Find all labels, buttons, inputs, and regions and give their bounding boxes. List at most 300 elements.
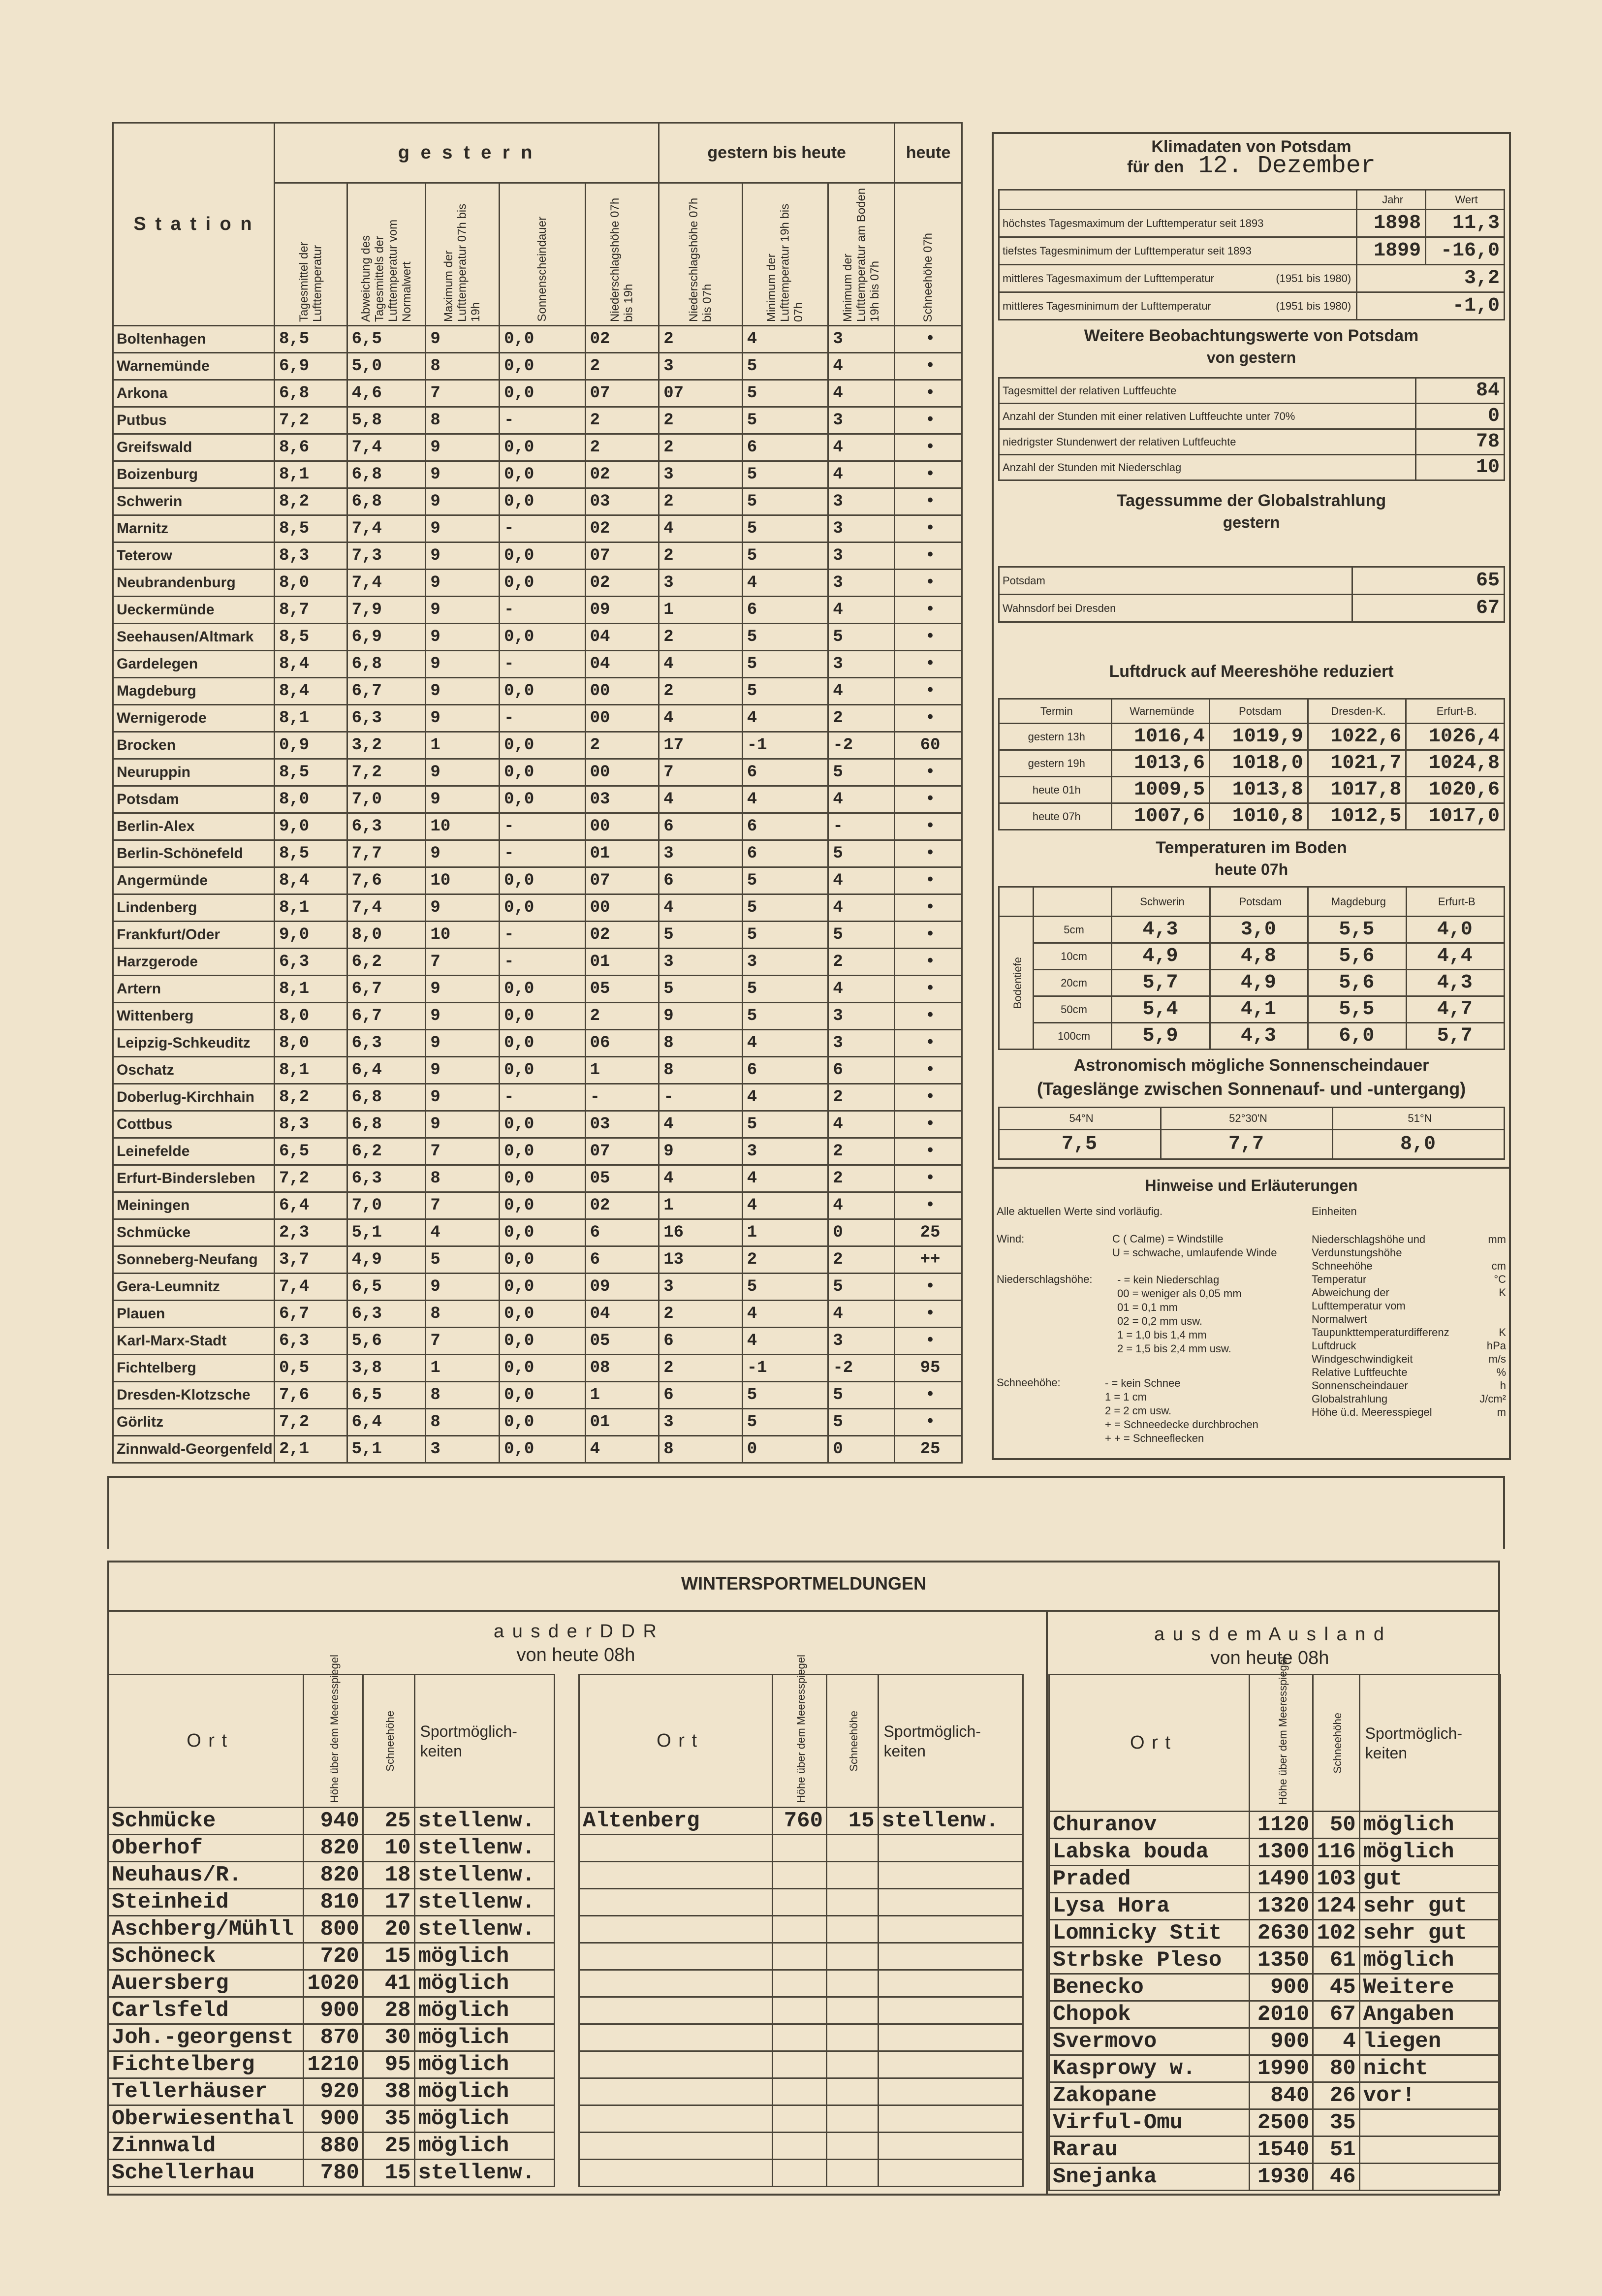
station-value: 9: [426, 1274, 500, 1301]
station-name: Ueckermünde: [113, 597, 275, 624]
station-value: 3: [659, 461, 743, 488]
station-value: 6: [742, 1057, 828, 1084]
pressure-row: [999, 724, 1505, 750]
obs-value: 78: [1416, 429, 1505, 455]
resort-snow: 35: [1313, 2109, 1359, 2137]
station-row: [113, 1138, 962, 1165]
station-value: 7: [659, 759, 743, 786]
station-value: 3: [828, 1030, 895, 1057]
station-value: •: [895, 515, 962, 542]
unit-label: Windgeschwindigkeit: [1312, 1353, 1413, 1365]
resort-row: [579, 2024, 1023, 2051]
station-value: 0,0: [500, 1382, 586, 1409]
empty-cell: [827, 1889, 879, 1916]
soil-value: 5,4: [1112, 996, 1210, 1023]
station-value: 8,6: [274, 434, 347, 461]
station-value: 9: [426, 705, 500, 732]
station-value: 9: [426, 1030, 500, 1057]
resort-row: [579, 1943, 1023, 1970]
station-row: [113, 678, 962, 705]
resort-row: [1049, 2082, 1501, 2109]
ns-line: 00 = weniger als 0,05 mm: [1117, 1287, 1242, 1300]
resort-row: [108, 2051, 555, 2078]
station-value: 05: [585, 1328, 659, 1355]
resort-row: [579, 1889, 1023, 1916]
station-value: 4: [828, 867, 895, 894]
station-value: 4: [659, 515, 743, 542]
resort-conditions: möglich: [414, 2051, 555, 2078]
station-value: 6: [828, 1057, 895, 1084]
station-value: •: [895, 624, 962, 651]
station-value: 5: [742, 1382, 828, 1409]
station-value: 02: [585, 570, 659, 597]
station-value: •: [895, 1057, 962, 1084]
resort-altitude: 1490: [1249, 1866, 1313, 1893]
unit-symbol: hPa: [1486, 1339, 1506, 1352]
extreme-period: (1951 bis 1980): [1276, 272, 1351, 285]
station-name: Warnemünde: [113, 353, 275, 380]
resort-row: [108, 2160, 555, 2187]
resort-conditions: möglich: [414, 1997, 555, 2024]
station-value: 0,0: [500, 732, 586, 759]
resort-name: Lomnicky Stit: [1049, 1920, 1250, 1947]
resort-conditions: möglich: [414, 2105, 555, 2133]
station-value: 6: [659, 1382, 743, 1409]
station-value: 6,7: [347, 976, 426, 1003]
col-ort: O r t: [1049, 1675, 1250, 1812]
resort-altitude: 870: [304, 2024, 363, 2051]
station-row: [113, 380, 962, 407]
resort-snow: 80: [1313, 2055, 1359, 2082]
station-value: •: [895, 1328, 962, 1355]
station-value: 6,3: [347, 813, 426, 840]
soil-col-head: Erfurt-B: [1406, 887, 1504, 917]
obs-label: Tagesmittel der relativen Luftfeuchte: [999, 378, 1416, 404]
empty-cell: [773, 2133, 827, 2160]
station-value: •: [895, 922, 962, 949]
extreme-label: [999, 265, 1357, 292]
resort-altitude: 1020: [304, 1970, 363, 1997]
station-value: 4: [828, 894, 895, 922]
pressure-table: [998, 698, 1505, 830]
resort-snow: 26: [1313, 2082, 1359, 2109]
units-list: [1312, 1233, 1506, 1419]
station-value: •: [895, 1138, 962, 1165]
resort-row: [579, 2133, 1023, 2160]
unit-symbol: K: [1499, 1286, 1506, 1299]
unit-label: Taupunkttemperaturdifferenz: [1312, 1326, 1449, 1339]
resort-conditions: sehr gut: [1359, 1893, 1500, 1920]
station-value: 2: [659, 1301, 743, 1328]
station-value: 04: [585, 651, 659, 678]
station-value: 8: [426, 407, 500, 434]
station-value: 2: [828, 705, 895, 732]
station-row: [113, 813, 962, 840]
unit-row: [1312, 1339, 1506, 1352]
obs-row: [999, 404, 1505, 429]
pressure-value: 1010,8: [1210, 803, 1308, 830]
station-value: 5,8: [347, 407, 426, 434]
station-value: 4: [828, 380, 895, 407]
station-name: Seehausen/Altmark: [113, 624, 275, 651]
resort-row: [1049, 1839, 1501, 1866]
resort-conditions: stellenw.: [414, 1835, 555, 1862]
pressure-value: 1012,5: [1308, 803, 1406, 830]
station-value: 0,0: [500, 894, 586, 922]
station-name: Boizenburg: [113, 461, 275, 488]
globalstrahlung-table: [998, 566, 1505, 623]
station-value: 8,1: [274, 894, 347, 922]
soil-value: 5,5: [1308, 996, 1407, 1023]
resort-altitude: 1990: [1249, 2055, 1313, 2082]
column-header-text: Minimum der Lufttemperatur 19h bis 07h: [765, 203, 806, 322]
col-hoehe: [304, 1654, 363, 1808]
climate-title-prefix: für den: [1127, 158, 1184, 176]
unit-label: Temperatur: [1312, 1273, 1367, 1285]
soil-row: [999, 996, 1505, 1023]
resort-snow: 41: [363, 1970, 414, 1997]
station-value: 5: [742, 922, 828, 949]
resort-snow: 46: [1313, 2164, 1359, 2191]
extreme-row: [999, 210, 1505, 237]
station-value: 02: [585, 922, 659, 949]
station-value: 4: [828, 597, 895, 624]
ns-line: 01 = 0,1 mm: [1117, 1301, 1178, 1313]
extreme-label: [999, 237, 1357, 265]
station-value: 0,0: [500, 1274, 586, 1301]
obs-row: [999, 378, 1505, 404]
station-value: 7: [426, 1328, 500, 1355]
empty-cell: [579, 2024, 773, 2051]
resort-name: Labska bouda: [1049, 1839, 1250, 1866]
station-value: 3: [828, 1328, 895, 1355]
resort-altitude: 1120: [1249, 1812, 1313, 1839]
unit-row: [1312, 1259, 1506, 1273]
extreme-row: [999, 265, 1505, 292]
resort-name: Tellerhäuser: [108, 2078, 304, 2105]
station-value: 95: [895, 1355, 962, 1382]
station-value: 7,0: [347, 1192, 426, 1219]
station-value: 8,2: [274, 488, 347, 515]
station-value: 5: [828, 759, 895, 786]
col-schnee-text: Schneehöhe: [384, 1710, 397, 1772]
resort-conditions: vor!: [1359, 2082, 1500, 2109]
resort-altitude: 1210: [304, 2051, 363, 2078]
station-row: [113, 1274, 962, 1301]
resort-altitude: 2630: [1249, 1920, 1313, 1947]
empty-cell: [773, 1916, 827, 1943]
empty-cell: [579, 1997, 773, 2024]
resort-conditions: sehr gut: [1359, 1920, 1500, 1947]
station-value: 25: [895, 1436, 962, 1463]
station-value: 6,7: [347, 1003, 426, 1030]
extreme-row: [999, 237, 1505, 265]
station-row: [113, 732, 962, 759]
station-value: 0,0: [500, 759, 586, 786]
column-header-text: Niederschlagshöhe 07h bis 07h: [687, 197, 714, 322]
station-value: 0,0: [500, 1003, 586, 1030]
station-name: Gardelegen: [113, 651, 275, 678]
soil-value: 5,6: [1308, 943, 1407, 970]
station-name: Wittenberg: [113, 1003, 275, 1030]
empty-cell: [878, 1997, 1023, 2024]
station-value: 9: [426, 759, 500, 786]
station-value: 7,2: [274, 1409, 347, 1436]
station-value: 7,4: [347, 894, 426, 922]
station-value: 0,0: [500, 1219, 586, 1246]
soil-corner: [999, 887, 1034, 917]
soil-value: 5,5: [1308, 917, 1407, 943]
obs-title-line2: von gestern: [1206, 349, 1296, 366]
station-value: 13: [659, 1246, 743, 1274]
resort-name: Zinnwald: [108, 2133, 304, 2160]
wintersport-title: WINTERSPORTMELDUNGEN: [681, 1573, 926, 1594]
obs-row: [999, 429, 1505, 455]
wind-line1: C ( Calme) = Windstille: [1112, 1233, 1224, 1245]
resort-row: [108, 1916, 555, 1943]
station-value: 8,0: [274, 786, 347, 813]
ns-line: 2 = 1,5 bis 2,4 mm usw.: [1117, 1342, 1231, 1355]
resort-row: [1049, 1920, 1501, 1947]
station-value: •: [895, 759, 962, 786]
station-value: 04: [585, 1301, 659, 1328]
station-value: •: [895, 488, 962, 515]
station-value: 6: [585, 1219, 659, 1246]
pressure-value: 1009,5: [1111, 777, 1210, 803]
col-schnee-text: Schneehöhe: [1331, 1712, 1344, 1774]
station-value: 2: [659, 624, 743, 651]
station-value: 6,5: [347, 326, 426, 353]
resort-snow: 30: [363, 2024, 414, 2051]
station-value: 3: [828, 570, 895, 597]
station-value: 3,8: [347, 1355, 426, 1382]
station-value: •: [895, 597, 962, 624]
station-value: 4: [828, 1192, 895, 1219]
station-row: [113, 1084, 962, 1111]
station-name: Schwerin: [113, 488, 275, 515]
resort-altitude: 820: [304, 1862, 363, 1889]
station-value: 9: [426, 515, 500, 542]
station-value: •: [895, 1382, 962, 1409]
pressure-value: 1017,0: [1406, 803, 1505, 830]
unit-symbol: h: [1500, 1379, 1506, 1392]
station-value: 4: [828, 461, 895, 488]
station-value: •: [895, 1030, 962, 1057]
station-value: 3: [742, 949, 828, 976]
pressure-value: 1013,6: [1111, 750, 1210, 777]
resort-altitude: 1540: [1249, 2137, 1313, 2164]
sh-line: - = kein Schnee: [1105, 1377, 1181, 1389]
station-value: 0: [828, 1219, 895, 1246]
empty-cell: [827, 2133, 879, 2160]
station-value: 9,0: [274, 922, 347, 949]
sh-lines: [1105, 1376, 1258, 1445]
station-value: 5: [742, 651, 828, 678]
resort-conditions: [1359, 2137, 1500, 2164]
station-value: -: [828, 813, 895, 840]
station-value: 2: [585, 434, 659, 461]
soil-depth: 10cm: [1033, 943, 1112, 970]
empty-cell: [579, 1916, 773, 1943]
resort-snow: 28: [363, 1997, 414, 2024]
station-value: 4: [659, 651, 743, 678]
station-value: 3: [742, 1138, 828, 1165]
pressure-col-head: Termin: [999, 699, 1112, 724]
station-value: 0,0: [500, 1192, 586, 1219]
unit-row: [1312, 1379, 1506, 1392]
station-value: •: [895, 326, 962, 353]
soil-corner: [1033, 887, 1112, 917]
station-value: 2,1: [274, 1436, 347, 1463]
resort-name: Schellerhau: [108, 2160, 304, 2187]
station-value: 3,7: [274, 1246, 347, 1274]
empty-cell: [878, 1862, 1023, 1889]
station-value: 5: [742, 1003, 828, 1030]
station-value: 9: [426, 840, 500, 867]
station-row: [113, 434, 962, 461]
col-jahr: Jahr: [1357, 190, 1426, 210]
station-value: 6: [742, 434, 828, 461]
gestern-header: g e s t e r n: [274, 123, 659, 183]
station-row: [113, 840, 962, 867]
station-name: Fichtelberg: [113, 1355, 275, 1382]
station-value: 6,8: [274, 380, 347, 407]
station-value: 06: [585, 1030, 659, 1057]
soil-title-line1: Temperaturen im Boden: [1156, 838, 1347, 857]
resort-name: Joh.-georgenst: [108, 2024, 304, 2051]
station-value: 01: [585, 949, 659, 976]
station-name: Zinnwald-Georgenfeld: [113, 1436, 275, 1463]
station-value: 00: [585, 759, 659, 786]
station-value: 00: [585, 678, 659, 705]
station-value: 09: [585, 1274, 659, 1301]
station-value: 10: [426, 813, 500, 840]
empty-cell: [878, 2051, 1023, 2078]
station-value: -: [500, 922, 586, 949]
resort-altitude: 1350: [1249, 1947, 1313, 1974]
station-name: Cottbus: [113, 1111, 275, 1138]
station-value: 0,0: [500, 624, 586, 651]
station-value: •: [895, 353, 962, 380]
empty-cell: [773, 2105, 827, 2133]
station-name: Marnitz: [113, 515, 275, 542]
soil-title: [992, 837, 1511, 880]
station-row: [113, 461, 962, 488]
station-value: •: [895, 1192, 962, 1219]
station-value: 5: [659, 976, 743, 1003]
station-value: 0,0: [500, 867, 586, 894]
station-row: [113, 651, 962, 678]
glob-row: [999, 595, 1505, 622]
station-value: 5: [742, 353, 828, 380]
station-row: [113, 1003, 962, 1030]
station-value: 8,7: [274, 597, 347, 624]
station-value: 2: [828, 1084, 895, 1111]
station-value: 0,0: [500, 353, 586, 380]
potsdam-extremes-table: [998, 189, 1505, 320]
wintersport-divider: [107, 1610, 1500, 1612]
unit-label: Höhe ü.d. Meeresspiegel: [1312, 1406, 1432, 1418]
station-value: 6,3: [347, 1165, 426, 1192]
extreme-label: [999, 210, 1357, 237]
station-value: 8,4: [274, 651, 347, 678]
resort-name: Benecko: [1049, 1974, 1250, 2001]
resort-row: [108, 1862, 555, 1889]
resort-row: [1049, 2137, 1501, 2164]
station-row: [113, 1192, 962, 1219]
station-value: 5: [742, 976, 828, 1003]
unit-symbol: cm: [1491, 1260, 1506, 1272]
station-value: 2: [585, 1003, 659, 1030]
sun-table: [998, 1107, 1505, 1160]
empty-cell: [878, 2105, 1023, 2133]
empty-cell: [827, 1970, 879, 1997]
glob-title-line2: gestern: [1223, 513, 1280, 531]
station-value: -1: [742, 1355, 828, 1382]
station-value: 4: [742, 705, 828, 732]
station-value: 0,0: [500, 786, 586, 813]
empty-cell: [579, 1943, 773, 1970]
col-schnee: [827, 1675, 879, 1808]
station-value: 6: [742, 813, 828, 840]
station-value: 0,0: [500, 1436, 586, 1463]
resort-name: Aschberg/Mühll: [108, 1916, 304, 1943]
empty-cell: [827, 2078, 879, 2105]
empty-cell: [773, 2078, 827, 2105]
resort-snow: 95: [363, 2051, 414, 2078]
station-value: 8: [659, 1436, 743, 1463]
unit-label: Niederschlagshöhe und Verdunstungshöhe: [1312, 1233, 1426, 1259]
resort-conditions: möglich: [414, 2024, 555, 2051]
station-row: [113, 1111, 962, 1138]
soil-value: 5,6: [1308, 970, 1407, 996]
empty-cell: [579, 2160, 773, 2187]
station-value: •: [895, 380, 962, 407]
station-value: 9: [426, 488, 500, 515]
ddr-table-2: [578, 1654, 1024, 2187]
notes-title: Hinweise und Erläuterungen: [1145, 1177, 1358, 1194]
sun-value: 7,5: [999, 1130, 1161, 1159]
resort-name: Chopok: [1049, 2001, 1250, 2028]
station-value: 9: [426, 624, 500, 651]
station-value: 4: [659, 1165, 743, 1192]
station-row: [113, 597, 962, 624]
pressure-term: gestern 19h: [999, 750, 1112, 777]
station-value: 6,2: [347, 949, 426, 976]
station-name: Greifswald: [113, 434, 275, 461]
station-value: 9: [659, 1003, 743, 1030]
resort-row: [1049, 1947, 1501, 1974]
resort-name: Fichtelberg: [108, 2051, 304, 2078]
station-value: 5: [742, 1111, 828, 1138]
station-value: 0,0: [500, 434, 586, 461]
station-value: 3: [828, 651, 895, 678]
station-value: 9: [426, 786, 500, 813]
station-value: 4: [742, 1165, 828, 1192]
station-row: [113, 515, 962, 542]
station-value: 4: [659, 786, 743, 813]
station-value: •: [895, 434, 962, 461]
climate-potsdam-title: [992, 137, 1511, 180]
station-value: 0,0: [500, 1355, 586, 1382]
station-value: 6,8: [347, 651, 426, 678]
sh-line: 2 = 2 cm usw.: [1105, 1404, 1172, 1417]
station-value: 2: [828, 1246, 895, 1274]
resort-altitude: 1930: [1249, 2164, 1313, 2191]
sh-line: 1 = 1 cm: [1105, 1391, 1147, 1403]
empty-cell: [878, 1835, 1023, 1862]
station-row: [113, 1436, 962, 1463]
